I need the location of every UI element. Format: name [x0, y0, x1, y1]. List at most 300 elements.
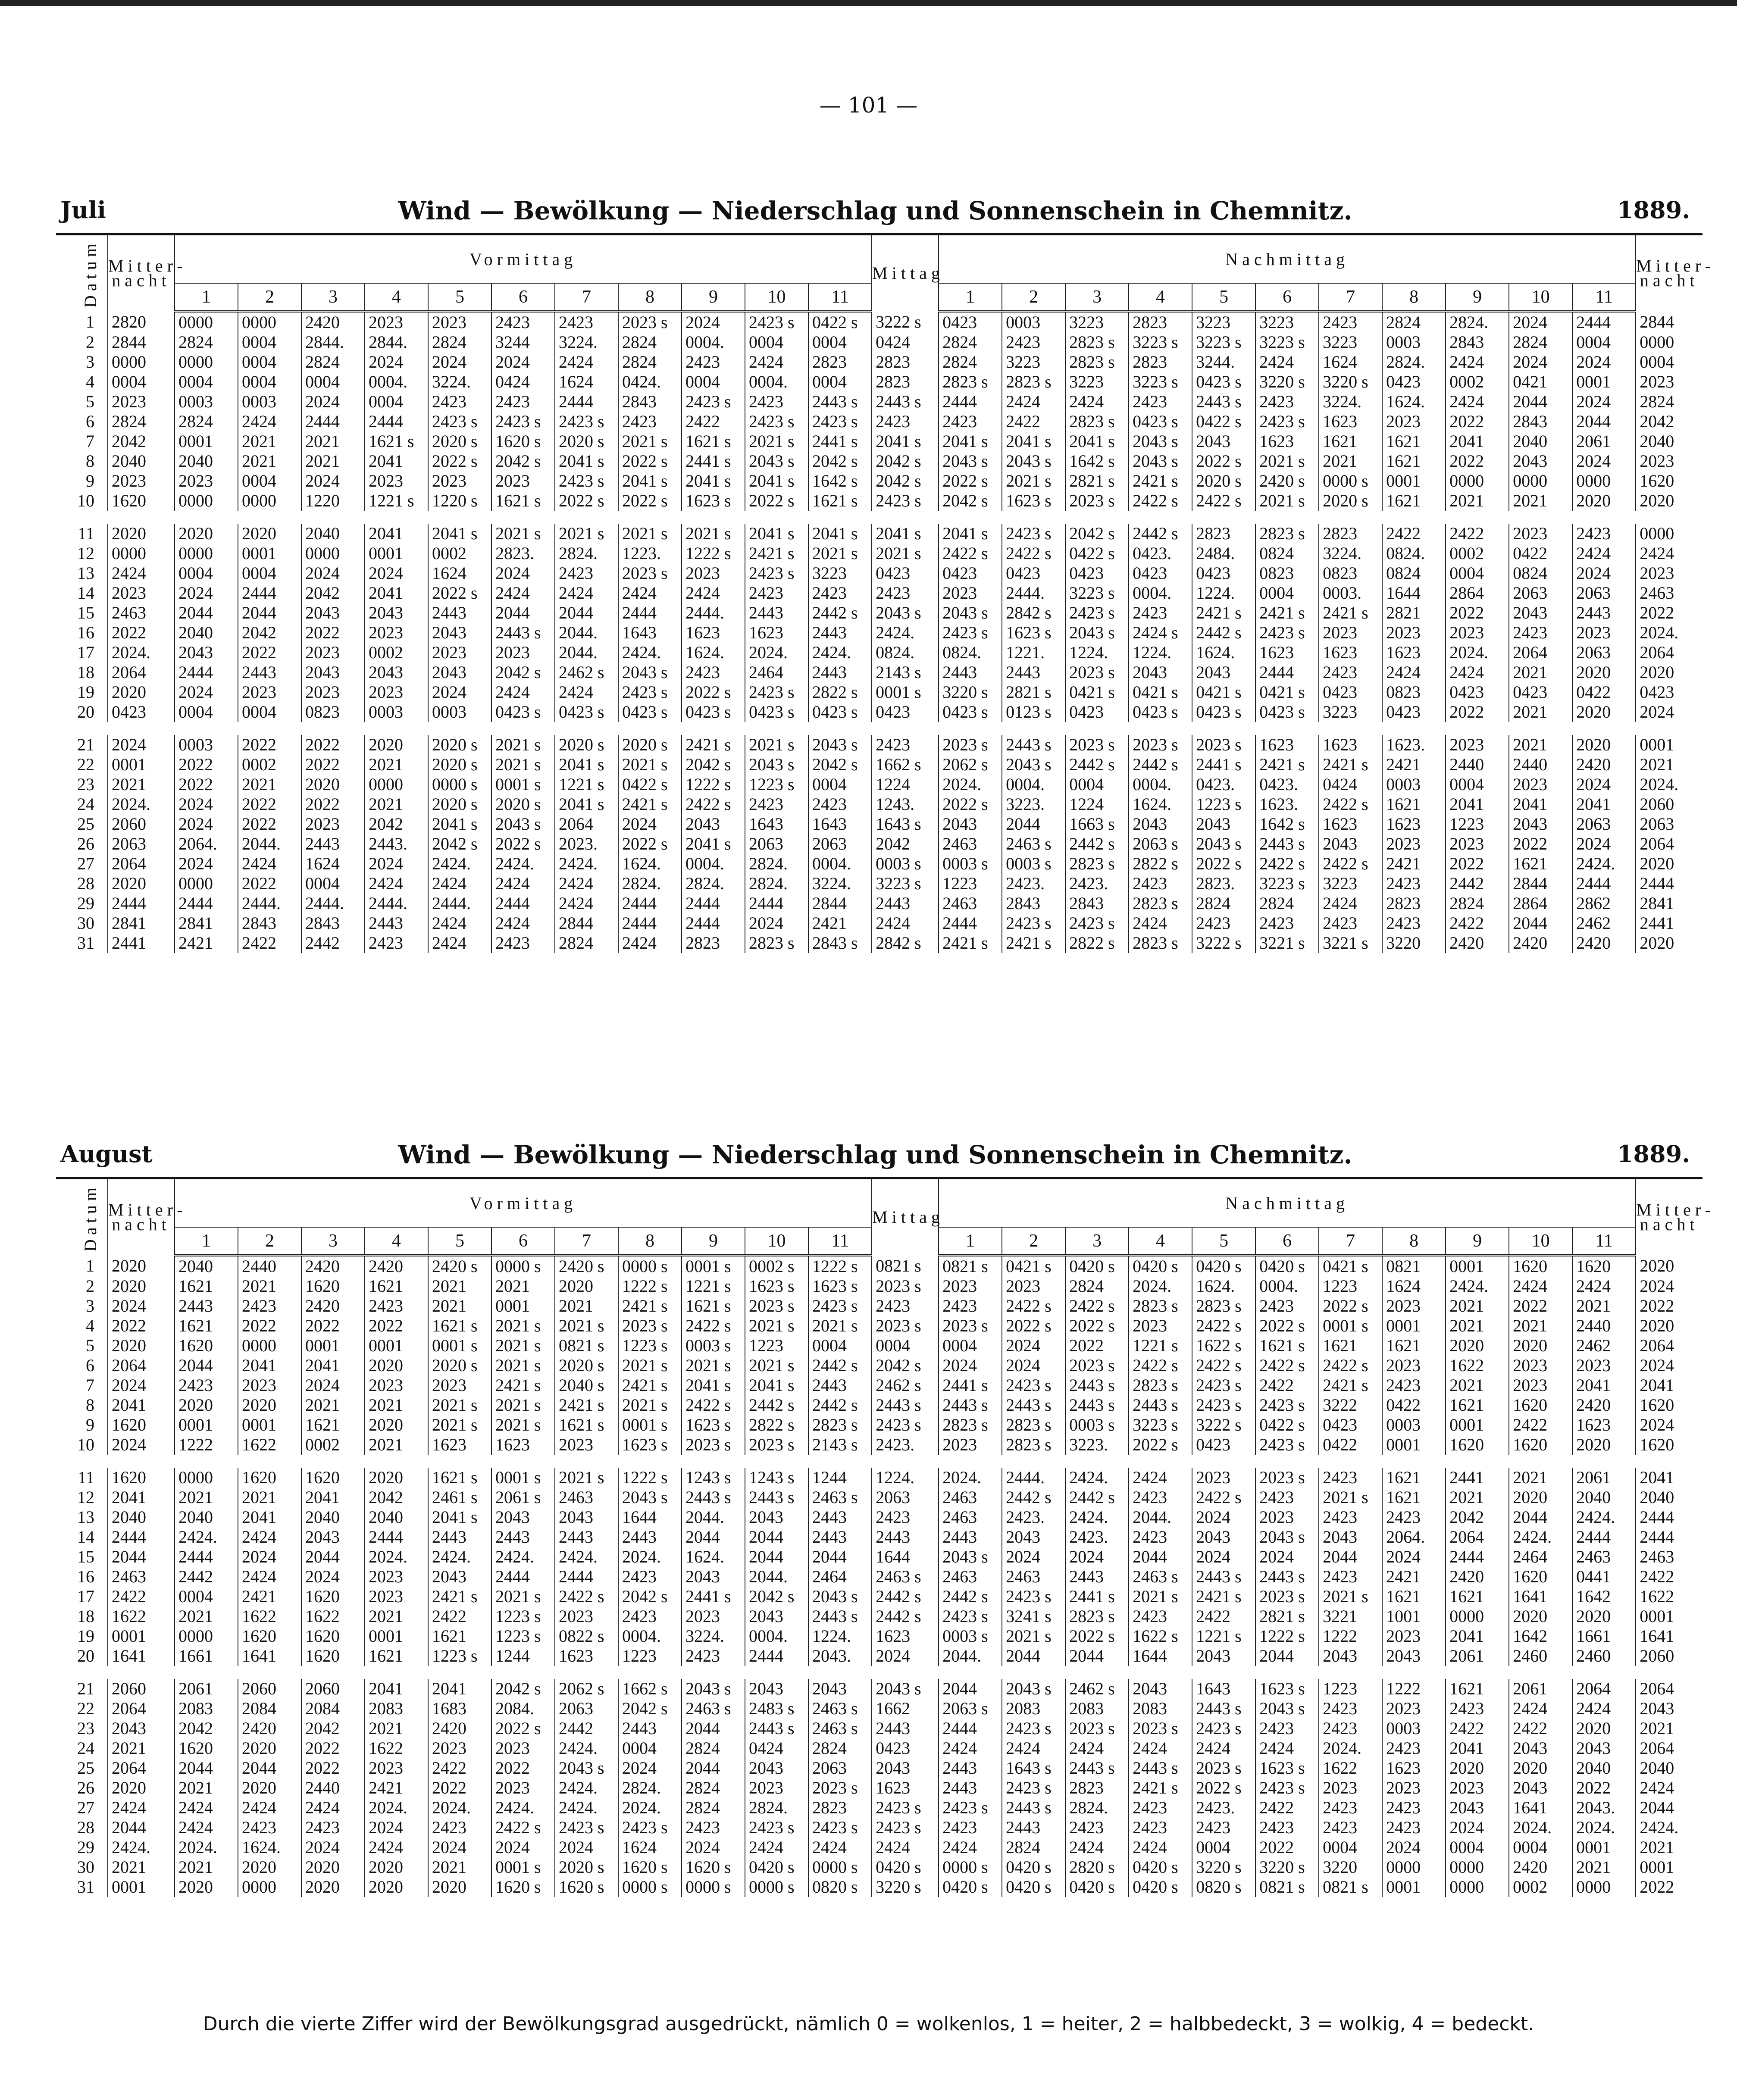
observation-cell: 2024 [1636, 1276, 1703, 1296]
hour-header-nm-11: 11 [1572, 283, 1636, 312]
hour-header-nm-10: 10 [1509, 283, 1572, 312]
observation-cell: 2024 [108, 1375, 175, 1395]
observation-cell: 2443 s [1002, 735, 1065, 755]
observation-cell: 2043 [301, 603, 365, 623]
observation-cell: 2463 [939, 1488, 1002, 1507]
observation-cell: 2424 [1002, 392, 1065, 412]
observation-cell: 2423 [1255, 392, 1319, 412]
observation-cell: 0001 [1382, 1877, 1446, 1897]
observation-cell: 2422 s [939, 544, 1002, 563]
observation-cell: 1624 [1382, 1276, 1446, 1296]
observation-cell: 2423 [1129, 1606, 1192, 1626]
observation-cell: 2421 s [618, 1296, 682, 1316]
observation-cell: 2021 s [491, 1356, 555, 1375]
observation-cell: 2043 s [939, 1547, 1002, 1567]
observation-cell: 2063 [1572, 583, 1636, 603]
observation-cell: 2464 [745, 662, 808, 682]
observation-cell: 0004 [1446, 1837, 1509, 1857]
observation-cell: 2423 s [872, 1415, 939, 1435]
observation-cell: 2444 [238, 583, 301, 603]
observation-cell: 2021 [1446, 491, 1509, 511]
date-cell: 4 [86, 1316, 94, 1335]
section-august [56, 1134, 1715, 1897]
observation-cell: 1222 [1382, 1679, 1446, 1699]
table-row [56, 775, 1703, 794]
observation-cell: 2021 [1509, 702, 1572, 722]
observation-cell: 2023 [428, 1375, 491, 1395]
observation-cell: 2844 [1509, 874, 1572, 894]
observation-cell: 0004. [365, 372, 428, 392]
hour-header-vm-7: 7 [555, 1227, 618, 1256]
observation-cell: 2023 [365, 682, 428, 702]
observation-cell: 0001 [1636, 1606, 1703, 1626]
observation-cell: 0420 s [872, 1857, 939, 1877]
observation-cell: 2042 [108, 431, 175, 451]
observation-cell: 2424 [1446, 352, 1509, 372]
page-number: — 101 — [819, 93, 918, 118]
observation-cell: 2462 [1572, 1336, 1636, 1356]
observation-cell: 2442 s [1192, 623, 1255, 643]
observation-cell: 2440 [238, 1256, 301, 1277]
observation-cell: 2423 [1129, 1527, 1192, 1547]
observation-cell: 2443 [238, 662, 301, 682]
observation-cell: 2443. [365, 834, 428, 854]
observation-cell: 1642 [1572, 1587, 1636, 1606]
observation-cell: 2024 [428, 682, 491, 702]
section-header [56, 1134, 1694, 1177]
observation-cell: 0004 [238, 352, 301, 372]
observation-cell: 2823 s [1129, 1375, 1192, 1395]
observation-cell: 2062 s [555, 1679, 618, 1699]
observation-cell: 2424 [428, 933, 491, 953]
table-row [56, 1296, 1703, 1316]
observation-cell: 3223 [1319, 702, 1382, 722]
observation-cell: 2423 [555, 563, 618, 583]
nachmittag-header: Nachmittag [939, 1178, 1636, 1227]
hour-header-vm-6: 6 [491, 283, 555, 312]
table-row [56, 894, 1703, 913]
observation-cell: 2021 s [1002, 1626, 1065, 1646]
observation-cell: 0004 [808, 1336, 872, 1356]
observation-cell: 1621 [175, 1276, 238, 1296]
hour-header-vm-8: 8 [618, 283, 682, 312]
observation-cell: 1620 [108, 1415, 175, 1435]
observation-cell: 0004 [1065, 775, 1129, 794]
observation-cell: 1622 [365, 1738, 428, 1758]
observation-cell: 0000 [175, 544, 238, 563]
observation-cell: 2443 s [1192, 392, 1255, 412]
observation-cell: 2044 [808, 1547, 872, 1567]
observation-cell: 2020 [1509, 1336, 1572, 1356]
section-title: Wind — Bewölkung — Niederschlag und Sonnenschein in Chemnitz. [398, 196, 1352, 225]
date-cell: 17 [77, 643, 94, 662]
observation-cell: 2020 [1636, 662, 1703, 682]
observation-cell: 1224 [872, 775, 939, 794]
observation-cell: 2824. [618, 1778, 682, 1798]
observation-cell: 2021 [1636, 1719, 1703, 1738]
observation-cell: 2023 [108, 471, 175, 491]
observation-cell: 1643 [808, 814, 872, 834]
hour-header-vm-10: 10 [745, 1227, 808, 1256]
observation-cell: 2023 [365, 1758, 428, 1778]
hour-header-nm-11: 11 [1572, 1227, 1636, 1256]
observation-cell: 2041 [365, 524, 428, 544]
observation-cell: 2421 [238, 1587, 301, 1606]
observation-cell: 2020 [108, 874, 175, 894]
observation-cell: 0001 [1446, 1415, 1509, 1435]
observation-cell: 2821 s [1065, 471, 1129, 491]
observation-cell: 2463 s [808, 1488, 872, 1507]
observation-cell: 1623 [1255, 643, 1319, 662]
observation-cell: 2420 [238, 1719, 301, 1738]
observation-cell: 0421 s [1002, 1256, 1065, 1277]
observation-cell: 0422 s [1192, 412, 1255, 431]
observation-cell: 2043 [872, 1758, 939, 1778]
observation-cell: 2443 [872, 1527, 939, 1547]
observation-cell: 0001 s [872, 682, 939, 702]
observation-cell: 2444 [555, 1567, 618, 1587]
observation-cell: 2042 s [872, 451, 939, 471]
observation-cell: 2021 s [745, 1316, 808, 1336]
section-header [56, 190, 1694, 233]
observation-cell: 2044 [1319, 1547, 1382, 1567]
table-row [56, 1415, 1703, 1435]
observation-cell: 0001 s [491, 1468, 555, 1488]
table-row [56, 1468, 1703, 1488]
table-row [56, 1276, 1703, 1296]
observation-cell: 2423 [365, 1296, 428, 1316]
observation-cell: 1662 s [618, 1679, 682, 1699]
observation-cell: 1622 [238, 1435, 301, 1455]
observation-cell: 2462 s [1065, 1679, 1129, 1699]
observation-cell: 2023 [365, 1587, 428, 1606]
observation-cell: 2423 [1572, 524, 1636, 544]
table-row [56, 1646, 1703, 1666]
observation-cell: 2442 [555, 1719, 618, 1738]
observation-cell: 2064. [1382, 1527, 1446, 1547]
observation-cell: 2824 [618, 332, 682, 352]
observation-cell: 2823 s [939, 1415, 1002, 1435]
observation-cell: 0123 s [1002, 702, 1065, 722]
observation-cell: 2060 [108, 814, 175, 834]
observation-cell: 1644 [618, 1507, 682, 1527]
observation-cell: 0000 [1509, 471, 1572, 491]
date-cell: 1 [86, 312, 94, 331]
observation-cell: 2043 [301, 662, 365, 682]
observation-cell: 2424 [1065, 1837, 1129, 1857]
observation-cell: 2424 [682, 583, 745, 603]
observation-cell: 2421 s [1192, 603, 1255, 623]
date-cell: 28 [77, 874, 94, 893]
observation-cell: 3220 s [1255, 372, 1319, 392]
observation-cell: 2064 [108, 1699, 175, 1719]
observation-cell: 2460 [1572, 1646, 1636, 1666]
observation-cell: 2424. [1065, 1507, 1129, 1527]
observation-cell: 2020 [1446, 1758, 1509, 1778]
observation-cell: 2824. [745, 1798, 808, 1818]
observation-cell: 3224. [682, 1626, 745, 1646]
observation-cell: 0822 s [555, 1626, 618, 1646]
observation-cell: 2022 [301, 794, 365, 814]
observation-cell: 2424 [1129, 1738, 1192, 1758]
observation-cell: 0423 [1382, 372, 1446, 392]
observation-cell: 1642 s [1065, 451, 1129, 471]
observation-cell: 2022 [238, 1316, 301, 1336]
observation-cell: 0421 s [1065, 682, 1129, 702]
observation-cell: 0004 [682, 372, 745, 392]
observation-cell: 2424 [1636, 544, 1703, 563]
observation-cell: 2422 [1509, 1719, 1572, 1738]
observation-cell: 2043 [1509, 451, 1572, 471]
observation-cell: 2043 s [745, 451, 808, 471]
observation-cell: 2041 [428, 1679, 491, 1699]
observation-cell: 2064 [1446, 1527, 1509, 1547]
hour-header-vm-11: 11 [808, 283, 872, 312]
hour-header-nm-8: 8 [1382, 283, 1446, 312]
observation-cell: 0820 s [808, 1877, 872, 1897]
observation-cell: 2020 [1572, 1435, 1636, 1455]
observation-cell: 3224. [1319, 544, 1382, 563]
observation-cell: 2864 [1446, 583, 1509, 603]
observation-cell: 2423 s [808, 1818, 872, 1837]
observation-cell: 2423 [491, 933, 555, 953]
observation-cell: 2424 [555, 682, 618, 702]
observation-cell: 2021 s [555, 1316, 618, 1336]
observation-cell: 2043 [1509, 814, 1572, 834]
observation-cell: 2461 s [428, 1488, 491, 1507]
date-cell: 7 [86, 431, 94, 451]
mittag-header: Mittag [872, 234, 939, 312]
observation-cell: 2424. [555, 1738, 618, 1758]
observation-cell: 1223. [618, 544, 682, 563]
observation-cell: 2021 s [428, 1415, 491, 1435]
observation-cell: 2443 [555, 1527, 618, 1547]
observation-cell: 1223 [618, 1646, 682, 1666]
observation-cell: 2444 [365, 412, 428, 431]
observation-cell: 0423 s [491, 702, 555, 722]
observation-cell: 2021 s [1255, 451, 1319, 471]
observation-cell: 0003 [1382, 775, 1446, 794]
observation-cell: 1620 [1636, 471, 1703, 491]
observation-cell: 2042 [365, 814, 428, 834]
observation-cell: 2042 s [491, 1679, 555, 1699]
observation-cell: 2423 [1509, 623, 1572, 643]
observation-cell: 2023 s [872, 1316, 939, 1336]
observation-cell: 2024. [618, 1547, 682, 1567]
observation-cell: 1621 s [682, 431, 745, 451]
observation-cell: 2444 [618, 894, 682, 913]
observation-cell: 2023 [108, 392, 175, 412]
observation-cell: 2824 [175, 412, 238, 431]
observation-cell: 2443 [939, 662, 1002, 682]
observation-cell: 3223 [1002, 352, 1065, 372]
observation-cell: 2024. [1319, 1738, 1382, 1758]
observation-cell: 2020 [1572, 491, 1636, 511]
observation-cell: 2023 s [939, 1316, 1002, 1336]
observation-cell: 2020 [1509, 1606, 1572, 1626]
observation-cell: 2444. [1002, 583, 1065, 603]
observation-cell: 2040 [1636, 431, 1703, 451]
date-cell: 15 [77, 603, 94, 622]
observation-cell: 2463 [555, 1488, 618, 1507]
observation-cell: 0441 [1572, 1567, 1636, 1587]
observation-cell: 2463 s [682, 1699, 745, 1719]
observation-cell: 2444 [1572, 1527, 1636, 1547]
observation-cell: 2043 s [939, 451, 1002, 471]
table-row [56, 1507, 1703, 1527]
observation-cell: 2823 s [1129, 1296, 1192, 1316]
mittag-header: Mittag [872, 1178, 939, 1256]
observation-cell: 1620 s [618, 1857, 682, 1877]
observation-cell: 2044 [745, 1527, 808, 1547]
observation-cell: 2443 s [1002, 1798, 1065, 1818]
observation-cell: 2044 [682, 1758, 745, 1778]
observation-cell: 0001 [238, 1415, 301, 1435]
observation-cell: 2823 [1382, 894, 1446, 913]
observation-cell: 2023 [1446, 735, 1509, 755]
observation-cell: 2423 [1319, 312, 1382, 333]
row-gap [56, 1666, 1703, 1679]
observation-cell: 2042 [238, 623, 301, 643]
observation-cell: 2042 s [682, 755, 745, 775]
observation-cell: 2063 [108, 834, 175, 854]
observation-cell: 2443 [939, 1778, 1002, 1798]
observation-cell: 1224. [1192, 583, 1255, 603]
date-cell: 11 [78, 524, 94, 543]
observation-cell: 2443 [745, 603, 808, 623]
observation-cell: 2824 [301, 352, 365, 372]
observation-cell: 1620 [175, 1336, 238, 1356]
observation-cell: 0002 [1509, 1877, 1572, 1897]
observation-cell: 2020 [1509, 1488, 1572, 1507]
observation-cell: 2423 s [1002, 1778, 1065, 1798]
observation-cell: 0821 s [1319, 1877, 1382, 1897]
observation-cell: 2463 [1002, 1567, 1065, 1587]
date-cell: 5 [86, 392, 94, 411]
observation-cell: 2443 s [745, 1719, 808, 1738]
observation-cell: 2844 [1636, 312, 1703, 333]
observation-cell: 2021 [1509, 1316, 1572, 1336]
observation-cell: 1662 [872, 1699, 939, 1719]
observation-cell: 2424 [175, 1818, 238, 1837]
observation-cell: 2423 [1255, 1719, 1319, 1738]
observation-cell: 1623 [872, 1626, 939, 1646]
date-cell: 13 [77, 563, 94, 583]
observation-cell: 2042 s [939, 491, 1002, 511]
observation-cell: 1624 [618, 1837, 682, 1857]
observation-cell: 3223 s [1129, 372, 1192, 392]
observation-cell: 2443 s [1002, 1395, 1065, 1415]
observation-cell: 2064 [1636, 834, 1703, 854]
observation-cell: 2022 [1636, 1877, 1703, 1897]
observation-cell: 2061 [1572, 431, 1636, 451]
observation-cell: 2023 [491, 643, 555, 662]
observation-cell: 2423 [808, 583, 872, 603]
observation-cell: 0004. [1002, 775, 1065, 794]
observation-cell: 0002 s [745, 1256, 808, 1277]
observation-cell: 2040 [1509, 431, 1572, 451]
observation-cell: 2021 s [491, 1316, 555, 1336]
observation-cell: 2421 s [1319, 755, 1382, 775]
observation-cell: 2044 [745, 1547, 808, 1567]
observation-cell: 2023 [1572, 623, 1636, 643]
observation-cell: 2444 [1572, 312, 1636, 333]
month-label: August [60, 1140, 153, 1168]
observation-cell: 2423 s [1002, 1719, 1065, 1738]
observation-cell: 2024 [428, 1837, 491, 1857]
observation-cell: 2024 [301, 392, 365, 412]
observation-cell: 2020 [1572, 1719, 1636, 1738]
observation-cell: 2044 [238, 603, 301, 623]
observation-cell: 1620 [175, 1738, 238, 1758]
observation-cell: 2083 [1065, 1699, 1129, 1719]
observation-cell: 0821 [1382, 1256, 1446, 1277]
hour-header-vm-9: 9 [682, 283, 745, 312]
observation-cell: 2044 [175, 1758, 238, 1778]
observation-cell: 2824 [175, 332, 238, 352]
observation-cell: 0000 s [1319, 471, 1382, 491]
observation-cell: 2041 s [682, 834, 745, 854]
observation-cell: 2023 s [1192, 1758, 1255, 1778]
observation-cell: 2024. [745, 643, 808, 662]
observation-cell: 2041 [365, 451, 428, 471]
observation-cell: 2423 [491, 312, 555, 333]
observation-cell: 2042 s [618, 1699, 682, 1719]
observation-cell: 2443 s [808, 1606, 872, 1626]
observation-cell: 1222 s [682, 544, 745, 563]
observation-cell: 2822 s [745, 1415, 808, 1435]
observation-cell: 2022 s [1255, 1316, 1319, 1336]
observation-cell: 2023. [555, 834, 618, 854]
observation-cell: 2023 [1382, 623, 1446, 643]
observation-cell: 2820 [108, 312, 175, 333]
observation-cell: 2020 s [555, 735, 618, 755]
observation-cell: 1621 s [555, 1415, 618, 1435]
observation-cell: 2423 [175, 1375, 238, 1395]
observation-cell: 0003 [365, 702, 428, 722]
observation-cell: 2041 s [872, 431, 939, 451]
observation-cell: 2042 s [872, 1356, 939, 1375]
observation-cell: 2823 s [1129, 933, 1192, 953]
observation-cell: 1621 [428, 1626, 491, 1646]
observation-cell: 2083 [175, 1699, 238, 1719]
observation-cell: 2021 [175, 1778, 238, 1798]
observation-cell: 2423 [1382, 1375, 1446, 1395]
observation-cell: 2843 [1002, 894, 1065, 913]
observation-cell: 2023 [238, 1375, 301, 1395]
observation-cell: 2843 [238, 913, 301, 933]
observation-cell: 2021 [1446, 1296, 1509, 1316]
table-row [56, 451, 1703, 471]
observation-cell: 2021 [1509, 662, 1572, 682]
observation-cell: 2042 s [618, 1587, 682, 1606]
observation-cell: 2423 [1382, 1818, 1446, 1837]
observation-cell: 2024 [682, 1837, 745, 1857]
observation-cell: 2421 [365, 1778, 428, 1798]
observation-cell: 2041 [365, 1679, 428, 1699]
observation-cell: 2022 [1446, 412, 1509, 431]
row-gap [56, 1455, 1703, 1468]
observation-cell: 2024 [1636, 1415, 1703, 1435]
observation-cell: 2424 [808, 1837, 872, 1857]
observation-cell: 2423 s [745, 412, 808, 431]
table-row [56, 755, 1703, 775]
observation-cell: 2021 [555, 1296, 618, 1316]
observation-cell: 2820 s [1065, 1857, 1129, 1877]
observation-cell: 2423 [1319, 913, 1382, 933]
observation-cell: 2042 s [808, 451, 872, 471]
observation-cell: 2023 [301, 643, 365, 662]
